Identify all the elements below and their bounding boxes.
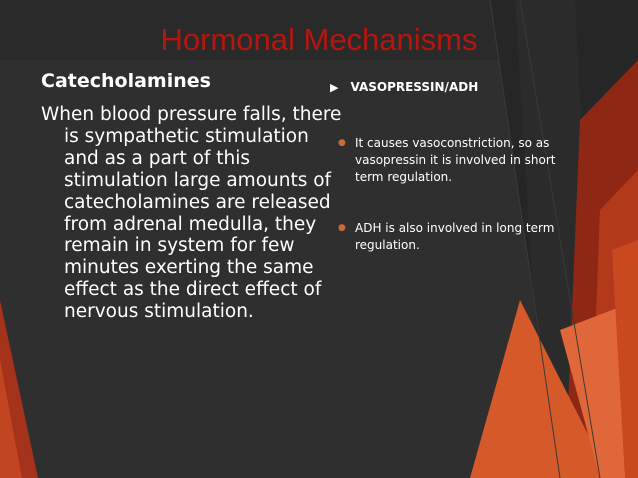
triangle-right-icon: ▶ — [330, 81, 339, 94]
right-heading-label: VASOPRESSIN/ADH — [350, 80, 479, 94]
left-heading: Catecholamines — [41, 70, 211, 92]
bullet-text: It causes vasoconstriction, so as vasopressin it is involved in short term regulation. — [355, 136, 556, 184]
bullet-dot-icon: ● — [338, 223, 346, 233]
right-heading — [330, 80, 478, 94]
bullet-dot-icon: ● — [338, 138, 346, 148]
slide-title: Hormonal Mechanisms — [160, 22, 478, 57]
left-body-text: When blood pressure falls, there is sympathetic stimulation and as a part of this stimulation large amounts of catecholamines are released from adrenal medulla, they remain in system for few minutes exerting the same effect as the direct effect of nervous stimulation. — [41, 104, 342, 323]
bullet-item — [338, 220, 573, 254]
bullet-item — [338, 135, 573, 186]
bullet-text: ADH is also involved in long term regulation. — [355, 221, 555, 252]
